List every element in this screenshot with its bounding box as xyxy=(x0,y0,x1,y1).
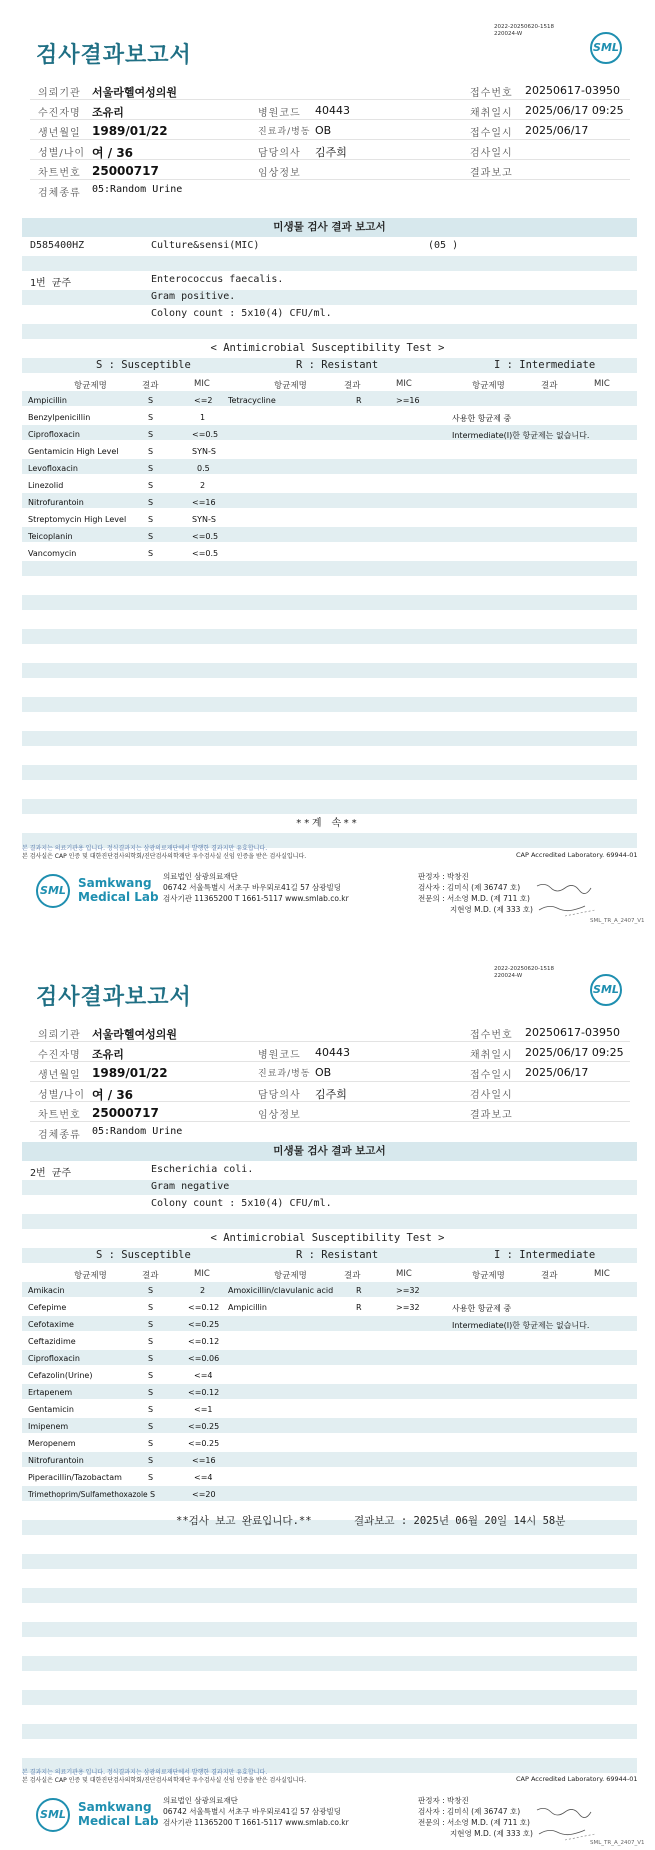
drug-name: Levofloxacin xyxy=(28,464,78,473)
footer-note-1: 본 결과지는 의료기관용 입니다. 정식결과지는 삼광의료재단에서 발행한 결과지만 유효합니다. xyxy=(22,1769,268,1776)
ast-susceptible: S : Susceptible xyxy=(96,1249,191,1261)
value-dob: 1989/01/22 xyxy=(92,1066,168,1080)
label-chart-no: 차트번호 xyxy=(38,168,81,179)
drug-result: S xyxy=(148,1439,154,1448)
specialist-1: 전문의 : 서소영 M.D. (제 711 호) xyxy=(418,894,530,903)
signature-scribble-icon xyxy=(535,880,615,920)
drug-result: S xyxy=(150,1490,156,1499)
value-specimen: 05:Random Urine xyxy=(92,184,183,195)
ast-title: < Antimicrobial Susceptibility Test > xyxy=(210,1232,445,1244)
col-result: 결과 xyxy=(344,1271,361,1281)
stripe xyxy=(22,561,637,576)
stripe xyxy=(22,1724,637,1739)
info-row xyxy=(30,1082,630,1102)
drug-mic: <=16 xyxy=(192,1456,216,1465)
label-report: 결과보고 xyxy=(470,168,513,179)
drug-name: Tetracycline xyxy=(228,396,276,405)
value-sex-age: 여 / 36 xyxy=(92,146,134,160)
intermediate-note-1: 사용한 항균제 중 xyxy=(452,1304,512,1313)
drug-mic: SYN-S xyxy=(192,515,216,524)
sml-logo-icon: SML xyxy=(36,1798,70,1832)
signatures xyxy=(418,1795,533,1839)
lab-address xyxy=(163,1795,349,1828)
cap-accreditation: CAP Accredited Laboratory. 69944-01 xyxy=(516,851,638,859)
value-doctor: 김주희 xyxy=(315,1088,347,1101)
drug-name: Imipenem xyxy=(28,1422,69,1431)
value-chart-no: 25000717 xyxy=(92,164,159,178)
value-dept: OB xyxy=(315,124,332,137)
drug-name: Ceftazidime xyxy=(28,1337,76,1346)
footer-note-1: 본 결과지는 의료기관용 입니다. 정식결과지는 삼광의료재단에서 발행한 결과지만 유효합니다. xyxy=(22,845,268,852)
col-drug: 항균제명 xyxy=(274,381,307,391)
lab-address xyxy=(163,871,349,904)
col-mic: MIC xyxy=(194,379,210,389)
drug-name: Meropenem xyxy=(28,1439,76,1448)
signature-scribble-icon xyxy=(535,1804,615,1844)
value-institution: 서울라헬여성의원 xyxy=(92,86,178,99)
info-row xyxy=(30,160,630,180)
organism-name: Escherichia coli. xyxy=(151,1164,254,1175)
label-dob: 생년월일 xyxy=(38,128,81,139)
label-clinical-info: 임상정보 xyxy=(258,1110,301,1121)
lab-license: 검사기관 11365200 T 1661-5117 www.smlab.co.kr xyxy=(163,1818,349,1827)
drug-result: S xyxy=(148,549,154,558)
label-test-date: 검사일시 xyxy=(470,1090,513,1101)
drug-result: R xyxy=(356,1286,362,1295)
intermediate-note-2: Intermediate(I)한 항균제는 없습니다. xyxy=(452,431,590,440)
page-title: 검사결과보고서 xyxy=(36,985,192,1010)
value-receipt-date: 2025/06/17 xyxy=(525,1066,589,1079)
value-doctor: 김주희 xyxy=(315,146,347,159)
report-code-1: 2022-20250620-1518 xyxy=(494,966,554,972)
drug-name: Vancomycin xyxy=(28,549,77,558)
drug-name: Streptomycin High Level xyxy=(28,515,127,524)
info-row xyxy=(30,1102,630,1122)
stripe xyxy=(22,595,637,610)
patient-info-table xyxy=(30,1022,630,1142)
value-institution: 서울라헬여성의원 xyxy=(92,1028,178,1041)
drug-mic: <=0.12 xyxy=(188,1388,220,1397)
organism-label: 2번 균주 xyxy=(30,1168,72,1179)
col-mic: MIC xyxy=(194,1269,210,1279)
col-mic: MIC xyxy=(594,379,610,389)
label-institution: 의뢰기관 xyxy=(38,1030,81,1041)
value-receipt-no: 20250617-03950 xyxy=(525,84,620,97)
drug-result: S xyxy=(148,481,154,490)
drug-mic: <=16 xyxy=(192,498,216,507)
report-code-2: 220024-W xyxy=(494,31,523,37)
ast-resistant: R : Resistant xyxy=(296,359,379,371)
col-mic: MIC xyxy=(396,1269,412,1279)
approver: 판정자 : 박창진 xyxy=(418,872,469,881)
footer-note-2: 본 검사실은 CAP 인증 및 대한진단검사의학회/진단검사의학재단 우수검사실 신임 인증을 받은 검사실입니다. xyxy=(22,1777,307,1784)
info-row xyxy=(30,1062,630,1082)
label-hospital-code: 병원코드 xyxy=(258,108,301,119)
stripe xyxy=(22,663,637,678)
drug-result: S xyxy=(148,413,154,422)
drug-name: Gentamicin xyxy=(28,1405,74,1414)
drug-mic: SYN-S xyxy=(192,447,216,456)
label-doctor: 담당의사 xyxy=(258,148,301,159)
drug-mic: <=0.12 xyxy=(188,1303,220,1312)
lab-name xyxy=(78,1800,159,1828)
lab-org: 의료법인 삼광의료재단 xyxy=(163,872,238,881)
value-collection: 2025/06/17 09:25 xyxy=(525,1046,624,1059)
value-dept: OB xyxy=(315,1066,332,1079)
doc-code: SML_TR_A_2407_V1 xyxy=(590,918,645,924)
drug-result: S xyxy=(148,1405,154,1414)
drug-name: Amoxicillin/clavulanic acid xyxy=(228,1286,334,1295)
label-chart-no: 차트번호 xyxy=(38,1110,81,1121)
drug-name: Gentamicin High Level xyxy=(28,447,119,456)
label-dob: 생년월일 xyxy=(38,1070,81,1081)
drug-mic: 2 xyxy=(200,481,206,490)
organism-name: Enterococcus faecalis. xyxy=(151,274,284,285)
drug-mic: >=16 xyxy=(396,396,420,405)
drug-mic: <=0.5 xyxy=(192,549,219,558)
stripe xyxy=(22,1656,637,1671)
micro-section-header: 미생물 검사 결과 보고서 xyxy=(22,218,637,237)
info-row xyxy=(30,1022,630,1042)
report-complete-mark: **검사 보고 완료입니다.** xyxy=(176,1515,312,1527)
drug-mic: <=2 xyxy=(194,396,213,405)
drug-name: Ampicillin xyxy=(228,1303,267,1312)
patient-info-table xyxy=(30,80,630,200)
drug-name: Ciprofloxacin xyxy=(28,1354,80,1363)
stripe xyxy=(22,1452,637,1467)
drug-result: S xyxy=(148,1354,154,1363)
label-test-date: 검사일시 xyxy=(470,148,513,159)
stripe xyxy=(22,527,637,542)
label-sex-age: 성별/나이 xyxy=(38,148,86,159)
col-drug: 항균제명 xyxy=(472,381,505,391)
sml-logo: SML xyxy=(590,32,622,64)
lab-name-line-1: Samkwang xyxy=(78,876,152,890)
specialist-2: 지현영 M.D. (제 333 호) xyxy=(450,905,533,914)
info-row xyxy=(30,80,630,100)
lab-street: 06742 서울특별시 서초구 바우뫼로41길 57 삼광빌딩 xyxy=(163,883,342,892)
value-collection: 2025/06/17 09:25 xyxy=(525,104,624,117)
drug-result: S xyxy=(148,430,154,439)
col-result: 결과 xyxy=(142,1271,159,1281)
drug-mic: <=1 xyxy=(194,1405,213,1414)
drug-mic: <=0.5 xyxy=(192,532,219,541)
continue-mark: **계 속** xyxy=(295,818,360,829)
col-drug: 항균제명 xyxy=(472,1271,505,1281)
drug-mic: >=32 xyxy=(396,1286,420,1295)
value-name: 조유리 xyxy=(92,1048,124,1061)
drug-result: S xyxy=(148,1371,154,1380)
value-hospital-code: 40443 xyxy=(315,1046,350,1059)
lab-name-line-1: Samkwang xyxy=(78,1800,152,1814)
drug-mic: <=0.25 xyxy=(188,1320,220,1329)
stripe xyxy=(22,391,637,406)
info-row xyxy=(30,140,630,160)
drug-name: Cefepime xyxy=(28,1303,67,1312)
stripe xyxy=(22,324,637,339)
cap-accreditation: CAP Accredited Laboratory. 69944-01 xyxy=(516,1775,638,1783)
drug-result: S xyxy=(148,532,154,541)
drug-result: R xyxy=(356,1303,362,1312)
lab-name-line-2: Medical Lab xyxy=(78,890,159,904)
info-row xyxy=(30,120,630,140)
stripe xyxy=(22,1554,637,1569)
drug-result: S xyxy=(148,515,154,524)
drug-mic: <=20 xyxy=(192,1490,216,1499)
intermediate-note-2: Intermediate(I)한 항균제는 없습니다. xyxy=(452,1321,590,1330)
gram-stain: Gram positive. xyxy=(151,291,236,302)
drug-mic: <=0.25 xyxy=(188,1439,220,1448)
stripe xyxy=(22,765,637,780)
stripe xyxy=(22,629,637,644)
drug-name: Nitrofurantoin xyxy=(28,498,84,507)
label-collection: 채취일시 xyxy=(470,108,513,119)
label-institution: 의뢰기관 xyxy=(38,88,81,99)
col-result: 결과 xyxy=(344,381,361,391)
organism-label: 1번 균주 xyxy=(30,278,72,289)
ast-susceptible: S : Susceptible xyxy=(96,359,191,371)
label-clinical-info: 임상정보 xyxy=(258,168,301,179)
colony-count: Colony count : 5x10(4) CFU/ml. xyxy=(151,308,332,319)
drug-name: Ertapenem xyxy=(28,1388,73,1397)
drug-name: Ciprofloxacin xyxy=(28,430,80,439)
value-receipt-no: 20250617-03950 xyxy=(525,1026,620,1039)
col-mic: MIC xyxy=(594,1269,610,1279)
drug-mic: 1 xyxy=(200,413,206,422)
col-result: 결과 xyxy=(142,381,159,391)
label-receipt-no: 접수번호 xyxy=(470,1030,513,1041)
label-collection: 채취일시 xyxy=(470,1050,513,1061)
drug-result: S xyxy=(148,1320,154,1329)
drug-mic: <=0.5 xyxy=(192,430,219,439)
drug-result: S xyxy=(148,1422,154,1431)
drug-mic: >=32 xyxy=(396,1303,420,1312)
colony-count: Colony count : 5x10(4) CFU/ml. xyxy=(151,1198,332,1209)
drug-result: S xyxy=(148,464,154,473)
info-row xyxy=(30,1122,630,1142)
report-code-2: 220024-W xyxy=(494,973,523,979)
label-dept: 진료과/병동 xyxy=(258,127,311,137)
label-hospital-code: 병원코드 xyxy=(258,1050,301,1061)
col-drug: 항균제명 xyxy=(274,1271,307,1281)
col-drug: 항균제명 xyxy=(74,381,107,391)
test-code: D585400HZ xyxy=(30,240,85,251)
sml-logo-icon: SML xyxy=(36,874,70,908)
value-chart-no: 25000717 xyxy=(92,1106,159,1120)
intermediate-note-1: 사용한 항균제 중 xyxy=(452,414,512,423)
stripe xyxy=(22,459,637,474)
label-specimen: 검체종류 xyxy=(38,1130,81,1141)
drug-result: R xyxy=(356,396,362,405)
stripe xyxy=(22,256,637,271)
drug-name: Trimethoprim/Sulfamethoxazole xyxy=(28,1490,148,1499)
label-name: 수진자명 xyxy=(38,1050,81,1061)
drug-name: Cefotaxime xyxy=(28,1320,74,1329)
ast-title: < Antimicrobial Susceptibility Test > xyxy=(210,342,445,354)
signatures xyxy=(418,871,533,915)
doc-code: SML_TR_A_2407_V1 xyxy=(590,1840,645,1846)
drug-name: Linezolid xyxy=(28,481,64,490)
footer-note-2: 본 검사실은 CAP 인증 및 대한진단검사의학회/진단검사의학재단 우수검사실 신임 인증을 받은 검사실입니다. xyxy=(22,853,307,860)
lab-street: 06742 서울특별시 서초구 바우뫼로41길 57 삼광빌딩 xyxy=(163,1807,342,1816)
label-doctor: 담당의사 xyxy=(258,1090,301,1101)
label-receipt-date: 접수일시 xyxy=(470,128,513,139)
report-code-1: 2022-20250620-1518 xyxy=(494,24,554,30)
drug-name: Benzylpenicillin xyxy=(28,413,91,422)
drug-name: Ampicillin xyxy=(28,396,67,405)
test-name: Culture&sensi(MIC) xyxy=(151,240,260,251)
drug-name: Nitrofurantoin xyxy=(28,1456,84,1465)
value-dob: 1989/01/22 xyxy=(92,124,168,138)
col-mic: MIC xyxy=(396,379,412,389)
ast-intermediate: I : Intermediate xyxy=(494,359,596,371)
label-receipt-no: 접수번호 xyxy=(470,88,513,99)
drug-result: S xyxy=(148,1473,154,1482)
label-sex-age: 성별/나이 xyxy=(38,1090,86,1101)
stripe xyxy=(22,493,637,508)
stripe xyxy=(22,1622,637,1637)
lab-name xyxy=(78,876,159,904)
tester: 검사자 : 김미식 (제 36747 호) xyxy=(418,883,521,892)
label-receipt-date: 접수일시 xyxy=(470,1070,513,1081)
stripe xyxy=(22,799,637,814)
micro-section-header: 미생물 검사 결과 보고서 xyxy=(22,1142,637,1161)
info-row xyxy=(30,180,630,200)
ast-resistant: R : Resistant xyxy=(296,1249,379,1261)
stripe xyxy=(22,731,637,746)
drug-result: S xyxy=(148,447,154,456)
value-hospital-code: 40443 xyxy=(315,104,350,117)
drug-result: S xyxy=(148,1286,154,1295)
info-row xyxy=(30,1042,630,1062)
report-codes xyxy=(494,966,554,980)
label-dept: 진료과/병동 xyxy=(258,1069,311,1079)
label-report: 결과보고 xyxy=(470,1110,513,1121)
approver: 판정자 : 박창진 xyxy=(418,1796,469,1805)
col-drug: 항균제명 xyxy=(74,1271,107,1281)
specialist-2: 지현영 M.D. (제 333 호) xyxy=(450,1829,533,1838)
label-name: 수진자명 xyxy=(38,108,81,119)
stripe xyxy=(22,1350,637,1365)
stripe xyxy=(22,1690,637,1705)
drug-name: Amikacin xyxy=(28,1286,65,1295)
stripe xyxy=(22,1180,637,1195)
value-specimen: 05:Random Urine xyxy=(92,1126,183,1137)
stripe xyxy=(22,1418,637,1433)
drug-name: Teicoplanin xyxy=(28,532,73,541)
drug-mic: <=0.12 xyxy=(188,1337,220,1346)
value-sex-age: 여 / 36 xyxy=(92,1088,134,1102)
drug-mic: <=4 xyxy=(194,1473,213,1482)
drug-result: S xyxy=(148,1303,154,1312)
specialist-1: 전문의 : 서소영 M.D. (제 711 호) xyxy=(418,1818,530,1827)
test-count: (05 ) xyxy=(428,240,459,251)
value-receipt-date: 2025/06/17 xyxy=(525,124,589,137)
drug-mic: 0.5 xyxy=(197,464,210,473)
stripe xyxy=(22,1588,637,1603)
stripe xyxy=(22,1214,637,1229)
lab-org: 의료법인 삼광의료재단 xyxy=(163,1796,238,1805)
drug-mic: <=4 xyxy=(194,1371,213,1380)
report-page-2 xyxy=(0,942,655,1850)
drug-result: S xyxy=(148,498,154,507)
tester: 검사자 : 김미식 (제 36747 호) xyxy=(418,1807,521,1816)
col-result: 결과 xyxy=(541,381,558,391)
value-name: 조유리 xyxy=(92,106,124,119)
ast-intermediate: I : Intermediate xyxy=(494,1249,596,1261)
drug-result: S xyxy=(148,396,154,405)
stripe xyxy=(22,697,637,712)
gram-stain: Gram negative xyxy=(151,1181,230,1192)
drug-mic: 2 xyxy=(200,1286,206,1295)
lab-license: 검사기관 11365200 T 1661-5117 www.smlab.co.kr xyxy=(163,894,349,903)
report-codes xyxy=(494,24,554,38)
page-title: 검사결과보고서 xyxy=(36,43,192,68)
drug-name: Piperacillin/Tazobactam xyxy=(28,1473,122,1482)
drug-name: Cefazolin(Urine) xyxy=(28,1371,93,1380)
drug-result: S xyxy=(148,1388,154,1397)
stripe xyxy=(22,1384,637,1399)
lab-name-line-2: Medical Lab xyxy=(78,1814,159,1828)
label-specimen: 검체종류 xyxy=(38,188,81,199)
sml-logo: SML xyxy=(590,974,622,1006)
drug-result: S xyxy=(148,1456,154,1465)
drug-mic: <=0.25 xyxy=(188,1422,220,1431)
stripe xyxy=(22,290,637,305)
info-row xyxy=(30,100,630,120)
final-report-time: 결과보고 : 2025년 06월 20일 14시 58분 xyxy=(354,1515,566,1527)
drug-result: S xyxy=(148,1337,154,1346)
col-result: 결과 xyxy=(541,1271,558,1281)
drug-mic: <=0.06 xyxy=(188,1354,220,1363)
